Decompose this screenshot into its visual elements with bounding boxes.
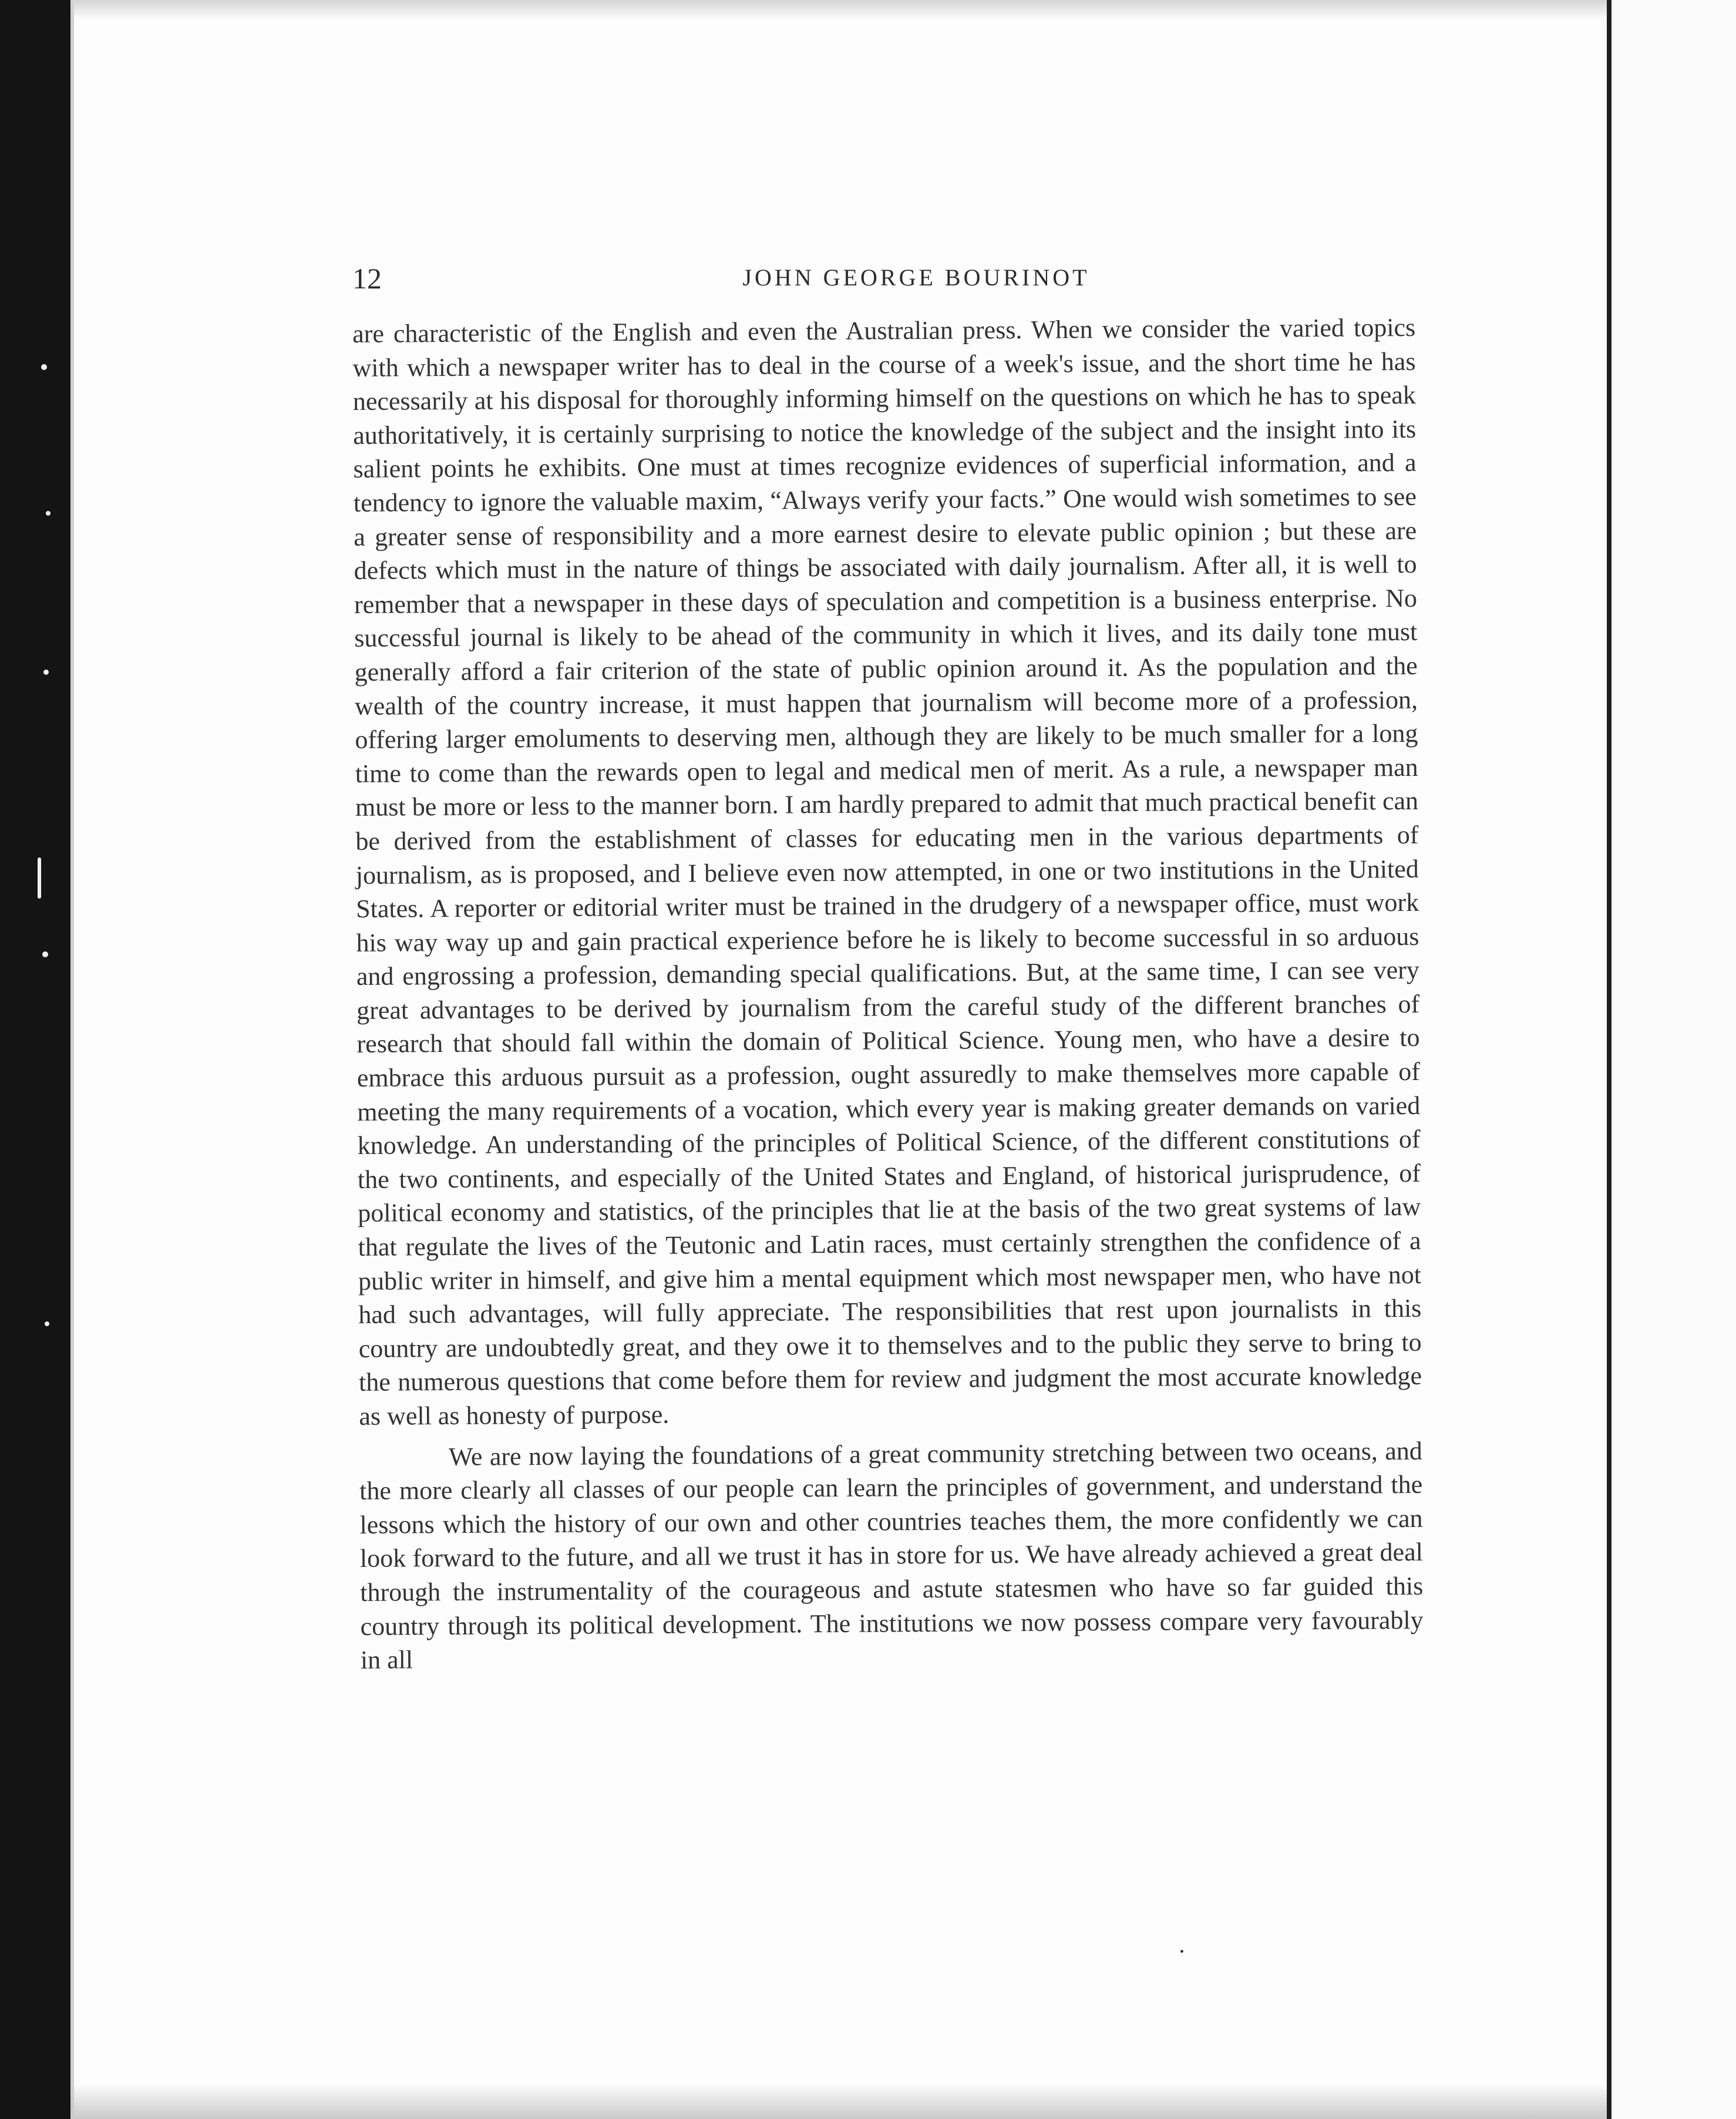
page-bottom-shadow xyxy=(70,2084,1607,2119)
scan-speck xyxy=(41,364,47,370)
facing-page-strip xyxy=(1611,0,1736,2119)
paragraph: are characteristic of the English and even the Australian press. When we consider the varied topics with which a newspaper writer has to deal in the course of a week's issue, and the short time he has necessarily at his disposal for thoroughly informing himself on the questions on which he has to speak authoritatively, it is certainly surprising to notice the knowledge of the subject and the insight into its salient points he exhibits. One must at times recognize evidences of superficial information, and a tendency to ignore the valuable maxim, “Always verify your facts.” One would wish sometimes to see a greater sense of responsibility and a more earnest desire to elevate public opinion ; but these are defects which must in the nature of things be associated with daily journalism. After all, it is well to remember that a newspaper in these days of speculation and competition is a business enterprise. No successful journal is likely to be ahead of the community in which it lives, and its daily tone must generally afford a fair criterion of the state of public opinion around it. As the population and the wealth of the country increase, it must happen that journalism will become more of a profession, offering larger emoluments to deserving men, although they are likely to be much smaller for a long time to come than the rewards open to legal and medical men of merit. As a rule, a newspaper man must be more or less to the manner born. I am hardly prepared to admit that much practical benefit can be derived from the establishment of classes for educating men in the various departments of journalism, as is proposed, and I believe even now attempted, in one or two institutions in the United States. A reporter or editorial writer must be trained in the drudgery of a newspaper office, must work his way way up and gain practical experience before he is likely to become successful in so arduous and engrossing a profession, demanding special qualifications. But, at the same time, I can see very great advantages to be derived by journalism from the careful study of the different branches of research that should fall within the domain of Political Science. Young men, who have a desire to embrace this arduous pursuit as a profession, ought assuredly to make themselves more capable of meeting the many requirements of a vocation, which every year is making greater demands on varied knowledge. An understanding of the principles of Political Science, of the different constitutions of the two continents, and especially of the United States and England, of historical jurisprudence, of political economy and statistics, of the principles that lie at the basis of the two great systems of law that regulate the lives of the Teutonic and Latin races, must certainly strengthen the confidence of a public writer in himself, and give him a mental equipment which most newspaper men, who have not had such advantages, will fully appreciate. The responsibilities that rest upon journalists in this country are undoubtedly great, and they owe it to themselves and to the public they serve to bring to the numerous questions that come before them for review and judgment the most accurate knowledge as well as honesty of purpose. xyxy=(352,312,1422,1431)
scan-speck xyxy=(45,1321,49,1326)
scan-speck xyxy=(43,670,49,675)
paragraph: We are now laying the foundations of a great community stretching between two oceans, and the more clearly all classes of our people can learn the principles of government, and understand the lessons which the history of our own and other countries teaches them, the more confidently we can look forward to the future, and all we trust it has in store for us. We have already achieved a great deal through the instrumentality of the courageous and astute statesmen who have so far guided this country through its political development. The institutions we now possess compare very favourably in all xyxy=(359,1436,1424,1675)
scan-speck xyxy=(38,857,41,899)
body-text xyxy=(352,311,1424,1677)
scan-speck xyxy=(42,951,48,957)
page-top-shadow xyxy=(70,0,1607,20)
running-title: JOHN GEORGE BOURINOT xyxy=(742,264,1090,291)
left-binding-edge xyxy=(0,0,76,2119)
right-page-edge xyxy=(1607,0,1611,2119)
scan-dot xyxy=(1180,1950,1183,1953)
running-head xyxy=(352,261,1480,308)
scan-speck xyxy=(46,511,51,516)
page-number: 12 xyxy=(352,262,382,295)
